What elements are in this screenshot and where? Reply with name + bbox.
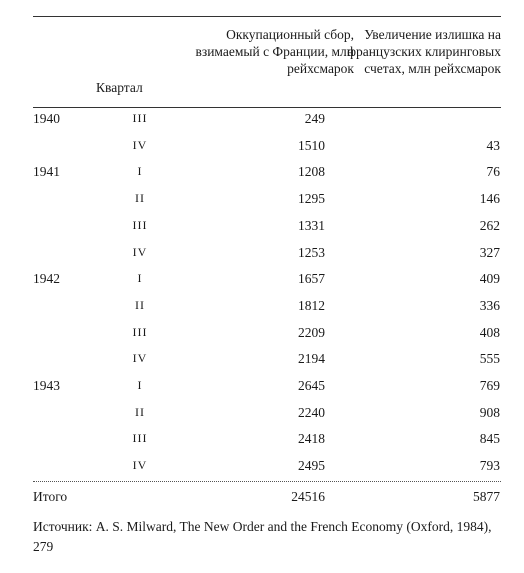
table-header-rule (33, 107, 501, 108)
row-clearing-surplus: 262 (479, 218, 500, 233)
row-quarter: II (135, 191, 145, 205)
total-occupation-levy: 24516 (291, 489, 325, 504)
row-quarter: II (135, 298, 145, 312)
row-occupation-levy: 1812 (298, 298, 325, 313)
row-occupation-levy: 1208 (298, 164, 325, 179)
row-occupation-levy: 1253 (298, 245, 325, 260)
row-year: 1941 (33, 164, 60, 179)
row-occupation-levy: 2194 (298, 351, 325, 366)
total-label: Итого (33, 489, 68, 504)
row-occupation-levy: 1510 (298, 138, 325, 153)
row-occupation-levy: 1295 (298, 191, 325, 206)
row-year: 1943 (33, 378, 60, 393)
row-clearing-surplus: 336 (479, 298, 500, 313)
row-year: 1942 (33, 271, 60, 286)
row-clearing-surplus: 76 (486, 164, 500, 179)
row-quarter: III (132, 218, 148, 232)
row-clearing-surplus: 769 (479, 378, 500, 393)
header-occupation-levy: Оккупационный сбор, взимаемый с Франции, млн рейхсмарок (195, 27, 354, 76)
row-quarter: IV (132, 351, 148, 365)
row-clearing-surplus: 43 (486, 138, 500, 153)
row-clearing-surplus: 845 (479, 431, 500, 446)
row-quarter: IV (132, 458, 148, 472)
row-clearing-surplus: 327 (479, 245, 500, 260)
header-quarter: Квартал (96, 80, 143, 95)
row-quarter: III (132, 431, 148, 445)
row-clearing-surplus: 555 (479, 351, 500, 366)
row-quarter: II (135, 405, 145, 419)
row-quarter: IV (132, 245, 148, 259)
row-quarter: I (137, 271, 143, 285)
row-quarter: IV (132, 138, 148, 152)
table-total-rule (33, 481, 501, 482)
row-occupation-levy: 1657 (298, 271, 325, 286)
row-occupation-levy: 1331 (298, 218, 325, 233)
header-clearing-surplus: Увеличение излишка на французских клиринговых счетах, млн рейхсмарок (347, 27, 501, 76)
row-clearing-surplus: 908 (479, 405, 500, 420)
row-quarter: I (137, 164, 143, 178)
total-clearing-surplus: 5877 (473, 489, 500, 504)
source-note: Источник: A. S. Milward, The New Order and the French Economy (Oxford, 1984), 279 (33, 519, 492, 554)
row-clearing-surplus: 146 (479, 191, 500, 206)
row-occupation-levy: 2418 (298, 431, 325, 446)
row-occupation-levy: 2495 (298, 458, 325, 473)
row-occupation-levy: 2645 (298, 378, 325, 393)
row-clearing-surplus: 793 (479, 458, 500, 473)
row-quarter: I (137, 378, 143, 392)
row-clearing-surplus: 408 (479, 325, 500, 340)
row-year: 1940 (33, 111, 60, 126)
row-occupation-levy: 2240 (298, 405, 325, 420)
table-top-rule (33, 16, 501, 17)
row-clearing-surplus: 409 (479, 271, 500, 286)
row-occupation-levy: 249 (304, 111, 325, 126)
row-occupation-levy: 2209 (298, 325, 325, 340)
row-quarter: III (132, 325, 148, 339)
row-quarter: III (132, 111, 148, 125)
